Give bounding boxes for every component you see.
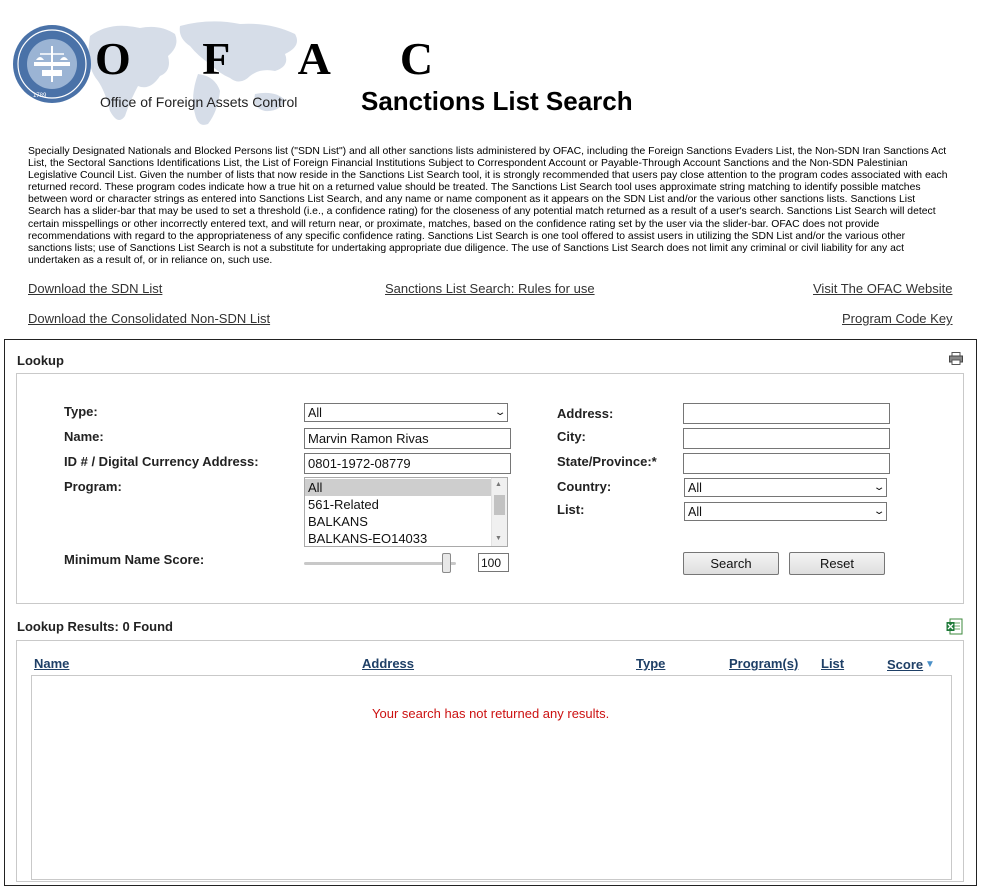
country-select[interactable] <box>684 478 887 497</box>
program-option-all[interactable]: All <box>305 479 491 496</box>
program-option-balkans[interactable]: BALKANS <box>308 514 368 529</box>
type-select-value: All <box>308 405 322 420</box>
name-label: Name: <box>64 429 104 444</box>
program-option-balkans-eo14033[interactable]: BALKANS-EO14033 <box>308 531 428 546</box>
id-label: ID # / Digital Currency Address: <box>64 454 259 469</box>
excel-export-icon[interactable] <box>946 618 963 635</box>
type-select[interactable] <box>304 403 508 422</box>
ofac-logo-letters: O F A C <box>95 33 464 84</box>
scroll-thumb[interactable] <box>494 495 505 515</box>
city-label: City: <box>557 429 586 444</box>
list-select-value: All <box>688 504 702 519</box>
lookup-title: Lookup <box>17 353 64 368</box>
sort-desc-icon[interactable]: ▼ <box>925 659 935 670</box>
chevron-down-icon: ⌄ <box>872 482 886 493</box>
slider-thumb[interactable] <box>442 553 451 573</box>
search-button[interactable]: Search <box>683 552 779 575</box>
column-score[interactable]: Score <box>887 657 924 672</box>
address-input[interactable] <box>683 403 890 424</box>
state-input[interactable] <box>683 453 890 474</box>
download-consolidated-list-link[interactable]: Download the Consolidated Non-SDN List <box>28 311 271 326</box>
country-select-value: All <box>688 480 702 495</box>
column-name[interactable]: Name <box>34 656 70 671</box>
rules-for-use-link[interactable]: Sanctions List Search: Rules for use <box>385 281 595 296</box>
min-score-label: Minimum Name Score: <box>64 552 205 567</box>
id-input[interactable] <box>304 453 511 474</box>
column-list[interactable]: List <box>821 656 845 671</box>
reset-button[interactable]: Reset <box>789 552 885 575</box>
state-label: State/Province:* <box>557 454 657 469</box>
treasury-seal-logo <box>12 24 92 104</box>
printer-icon[interactable] <box>949 352 963 365</box>
chevron-down-icon: ⌄ <box>872 506 886 517</box>
seal-caption: 1789 <box>33 93 47 99</box>
min-score-input[interactable] <box>478 553 509 572</box>
name-input[interactable] <box>304 428 511 449</box>
no-results-message: Your search has not returned any results. <box>372 706 610 721</box>
program-label: Program: <box>64 479 122 494</box>
scroll-down-icon[interactable]: ▼ <box>495 535 502 542</box>
page-title: Sanctions List Search <box>361 86 633 116</box>
program-listbox[interactable] <box>304 477 508 547</box>
results-title: Lookup Results: 0 Found <box>17 619 173 634</box>
download-sdn-link[interactable]: Download the SDN List <box>28 281 163 296</box>
type-label: Type: <box>64 404 98 419</box>
visit-ofac-website-link[interactable]: Visit The OFAC Website <box>813 281 953 296</box>
city-input[interactable] <box>683 428 890 449</box>
column-programs[interactable]: Program(s) <box>729 656 799 671</box>
list-select[interactable] <box>684 502 887 521</box>
country-label: Country: <box>557 479 612 494</box>
ofac-logo-subtitle: Office of Foreign Assets Control <box>100 94 298 110</box>
scroll-up-icon[interactable]: ▲ <box>495 481 502 488</box>
list-label: List: <box>557 502 585 517</box>
slider-track <box>304 562 456 565</box>
intro-paragraph: Specially Designated Nationals and Blocked Persons list ("SDN List") and all other sanctions lists administered by OFAC, including the Foreign Sanctions Evaders List, the Non-SDN Iran Sanctions Act List, the Sectoral Sanctions Identifications List, the List of Foreign Financial Institutions Subject to Correspondent Account or Payable-Through Account Sanctions and the Non-SDN Palestinian Legislative Council List. Given the number of lists that now reside in the Sanctions List Search tool, it is strongly recommended that users pay close attention to the program codes associated with each returned record. These program codes indicate how a true hit on a returned value should be treated. The Sanctions List Search tool uses approximate string matching to identify possible matches between word or character strings as entered into Sanctions List Search, and any name or name component as it appears on the SDN List and/or the various other sanctions lists. Sanctions List Search has a slider-bar that may be used to set a threshold (i.e., a confidence rating) for the closeness of any potential match returned as a result of a user's search. Sanctions List Search will detect certain misspellings or other incorrectly entered text, and will return near, or proximate, matches, based on the confidence rating set by the user via the slider-bar. OFAC does not provide recommendations with regard to the appropriateness of any specific confidence rating. Sanctions List Search is one tool offered to assist users in utilizing the SDN List and/or the various other sanctions lists; use of Sanctions List Search is not a substitute for undertaking appropriate due diligence. The use of Sanctions List Search does not limit any criminal or civil liability for any act undertaken as a result of, or in reliance on, such use. <box>28 146 948 266</box>
column-type[interactable]: Type <box>636 656 666 671</box>
min-score-slider[interactable] <box>304 553 456 573</box>
column-address[interactable]: Address <box>362 656 415 671</box>
program-option-561-related[interactable]: 561-Related <box>308 497 379 512</box>
program-scrollbar[interactable] <box>491 478 507 546</box>
chevron-down-icon: ⌄ <box>493 407 507 418</box>
address-label: Address: <box>557 406 614 421</box>
program-code-key-link[interactable]: Program Code Key <box>842 311 953 326</box>
